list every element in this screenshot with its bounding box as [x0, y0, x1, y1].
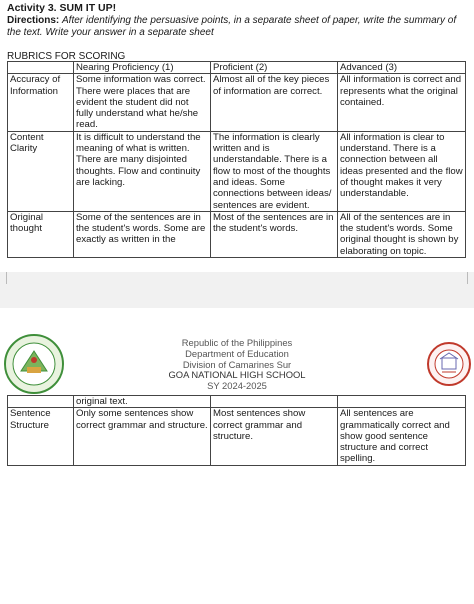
table-row: [8, 74, 466, 131]
directions-text: After identifying the persuasive points, in a separate sheet of paper, write the summary of the text. Write your answer in a separate sheet: [7, 15, 457, 38]
table-row: [8, 131, 466, 211]
proficient-cell: Almost all of the key pieces of information are correct.: [211, 74, 338, 131]
document-page-1: [0, 0, 474, 272]
advanced-cell: All sentences are grammatically correct and show good sentence structure and correct spelling.: [338, 408, 466, 465]
letterhead-deped: Department of Education: [185, 347, 289, 359]
rubric-table: [7, 61, 466, 258]
advanced-cell: All of the sentences are in the student's words. Some original thought is shown by elaborating on topic.: [338, 211, 466, 257]
letterhead-division: Division of Camarines Sur: [182, 358, 292, 370]
rubric-header-row: [8, 62, 466, 74]
criterion-cell: Sentence Structure: [8, 408, 74, 465]
nearing-cell: It is difficult to understand the meaning of what is written. There are many disjointed thoughts. Flow and continuity are lacking.: [74, 131, 211, 211]
page-corner-left: [0, 272, 7, 284]
page-gap: [0, 272, 474, 308]
nearing-cell: original text.: [74, 396, 211, 408]
letterhead: [0, 338, 474, 392]
letterhead-school-year: SY 2024-2025: [207, 380, 267, 392]
proficient-cell: Most of the sentences are in the student's words.: [211, 211, 338, 257]
nearing-cell: Some of the sentences are in the student's words. Some are exactly as written in the: [74, 211, 211, 257]
school-seal-logo: [426, 341, 472, 387]
table-row: [8, 408, 466, 465]
proficient-cell: The information is clearly written and is understandable. There is a flow to most of the thoughts and ideas. Some connections between ideas/ sentences are evident.: [211, 131, 338, 211]
rubric-table-continued: [7, 395, 466, 466]
directions-label: Directions:: [7, 15, 60, 26]
directions: [7, 15, 469, 39]
criterion-cell: Accuracy of Information: [8, 74, 74, 131]
advanced-cell: All information is correct and represents what the original contained.: [338, 74, 466, 131]
proficient-cell: Most sentences show correct grammar and structure.: [211, 408, 338, 465]
document-page-2: [0, 308, 474, 604]
table-row: [8, 211, 466, 257]
activity-title: Activity 3. SUM IT UP!: [7, 2, 117, 14]
advanced-cell: [338, 396, 466, 408]
criterion-cell: Original thought: [8, 211, 74, 257]
rubric-header-nearing: Nearing Proficiency (1): [74, 62, 211, 74]
criterion-cell: Content Clarity: [8, 131, 74, 211]
rubric-title: RUBRICS FOR SCORING: [7, 51, 126, 62]
nearing-cell: Some information was correct. There were places that are evident the student did not fully understand what he/she read.: [74, 74, 211, 131]
letterhead-republic: Republic of the Philippines: [181, 337, 293, 348]
criterion-cell: [8, 396, 74, 408]
rubric-header-criterion: [8, 62, 74, 74]
letterhead-school: GOA NATIONAL HIGH SCHOOL: [168, 369, 306, 381]
page-corner-right: [467, 272, 474, 284]
rubric-header-proficient: Proficient (2): [211, 62, 338, 74]
proficient-cell: [211, 396, 338, 408]
advanced-cell: All information is clear to understand. There is a connection between all ideas presented and the flow of thought makes it very understandable.: [338, 131, 466, 211]
nearing-cell: Only some sentences show correct grammar and structure.: [74, 408, 211, 465]
table-row: [8, 396, 466, 408]
rubric-header-advanced: Advanced (3): [338, 62, 466, 74]
